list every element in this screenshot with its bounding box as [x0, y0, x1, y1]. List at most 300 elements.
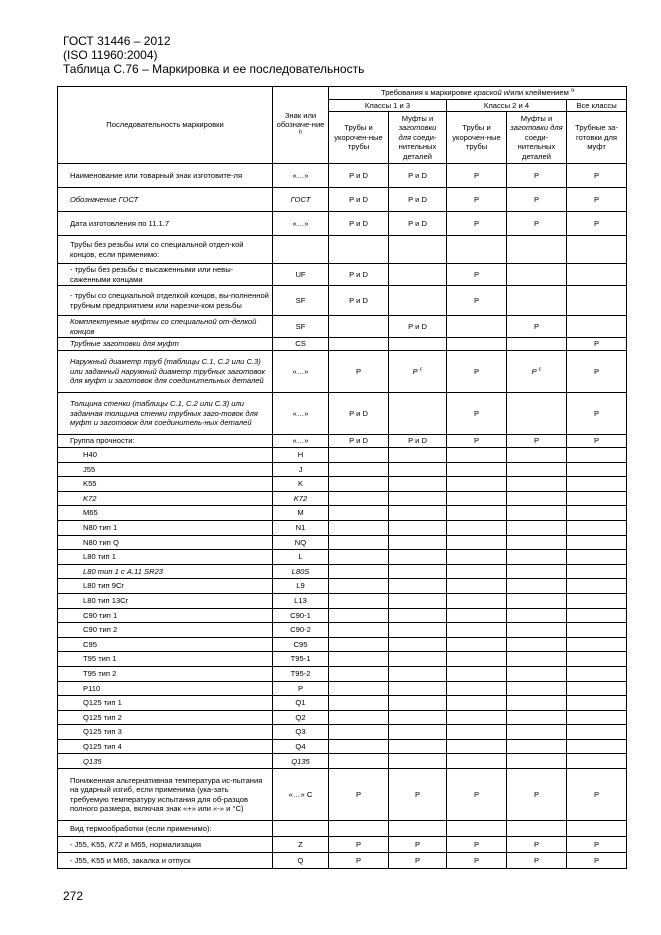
cell: [507, 448, 567, 463]
cell: [389, 286, 447, 316]
cell: [329, 338, 389, 351]
cell: [447, 535, 507, 550]
cell: P и D: [389, 435, 447, 448]
row-label: - J55, K55, K72 и M65, нормализация: [58, 837, 273, 853]
grade-row: [58, 506, 627, 521]
cell: [567, 666, 627, 681]
row-label: - J55, K55 и M65, закалка и отпуск: [58, 853, 273, 869]
grade-name: M65: [58, 506, 273, 521]
grade-sign: T95-2: [273, 666, 329, 681]
cell: [447, 448, 507, 463]
cell: [507, 821, 567, 837]
table-row: [58, 338, 627, 351]
cell: [389, 696, 447, 711]
cell: P: [507, 853, 567, 869]
grade-name: Q125 тип 3: [58, 725, 273, 740]
cell: [389, 666, 447, 681]
grade-name: C90 тип 1: [58, 608, 273, 623]
cell: [389, 710, 447, 725]
cell: [507, 696, 567, 711]
cell: [389, 264, 447, 286]
grade-row: [58, 520, 627, 535]
col-header-sign: Знак или обозначе-ние $^b$: [273, 87, 329, 164]
row-sign: «…» С: [273, 769, 329, 821]
table-row: [58, 769, 627, 821]
cell: P и D: [389, 164, 447, 188]
grade-row: [58, 681, 627, 696]
cell: [567, 448, 627, 463]
cell: [389, 652, 447, 667]
cell: [329, 448, 389, 463]
cell: P: [507, 164, 567, 188]
grade-sign: C95: [273, 637, 329, 652]
cell: [389, 681, 447, 696]
row-sign: «…»: [273, 435, 329, 448]
cell: [507, 725, 567, 740]
cell: [447, 681, 507, 696]
cell: [507, 264, 567, 286]
cell: [507, 710, 567, 725]
cell: P: [447, 393, 507, 435]
cell: [389, 739, 447, 754]
cell: [507, 477, 567, 492]
cell: P $^c$: [507, 351, 567, 393]
table-title: Таблица С.76 – Маркировка и ее последовательность: [63, 62, 365, 76]
table-row: [58, 316, 627, 338]
grade-row: [58, 579, 627, 594]
table-row: [58, 837, 627, 853]
cell: [389, 491, 447, 506]
grade-sign: M: [273, 506, 329, 521]
grade-row: [58, 637, 627, 652]
cell: P: [389, 853, 447, 869]
col-header-all-classes: Все классы: [567, 99, 627, 112]
table-row: [58, 351, 627, 393]
cell: [389, 637, 447, 652]
cell: [447, 338, 507, 351]
grade-name: N80 тип 1: [58, 520, 273, 535]
row-label: - трубы со специальной отделкой концов, вы-полненной трубным предприятием или нарезчи-ком резьбы: [58, 286, 273, 316]
cell: [567, 821, 627, 837]
grade-row: [58, 710, 627, 725]
grade-sign: Q135: [273, 754, 329, 769]
cell: P: [567, 212, 627, 236]
cell: [507, 564, 567, 579]
cell: [447, 550, 507, 565]
grade-row: [58, 462, 627, 477]
cell: P и D: [329, 188, 389, 212]
cell: P: [507, 188, 567, 212]
cell: [507, 236, 567, 264]
cell: [507, 491, 567, 506]
cell: [447, 652, 507, 667]
cell: [567, 491, 627, 506]
grade-row: [58, 754, 627, 769]
grade-sign: N1: [273, 520, 329, 535]
table-row: [58, 264, 627, 286]
cell: [507, 506, 567, 521]
cell: [273, 821, 329, 837]
grade-name: L80 тип 13Cr: [58, 593, 273, 608]
cell: [507, 462, 567, 477]
cell: [329, 593, 389, 608]
grade-sign: L: [273, 550, 329, 565]
row-label: Дата изготовления по 11.1.7: [58, 212, 273, 236]
grade-sign: Q2: [273, 710, 329, 725]
grade-name: C95: [58, 637, 273, 652]
cell: P: [507, 435, 567, 448]
cell: [507, 754, 567, 769]
cell: [447, 593, 507, 608]
cell: [329, 506, 389, 521]
cell: P и D: [329, 164, 389, 188]
cell: P: [447, 212, 507, 236]
grade-name: K72: [58, 491, 273, 506]
cell: [329, 491, 389, 506]
grade-sign: P: [273, 681, 329, 696]
cell: P: [447, 837, 507, 853]
subheader-couplings-13: Муфты и заготовки для соеди-нительных деталей: [389, 112, 447, 164]
cell: [447, 710, 507, 725]
row-sign: CS: [273, 338, 329, 351]
cell: [447, 564, 507, 579]
cell: P: [567, 853, 627, 869]
row-label: Трубные заготовки для муфт: [58, 338, 273, 351]
cell: [329, 623, 389, 638]
cell: [329, 236, 389, 264]
subheader-pipes-24: Трубы и укорочен-ные трубы: [447, 112, 507, 164]
cell: [447, 696, 507, 711]
cell: [389, 564, 447, 579]
cell: [389, 338, 447, 351]
grade-sign: C90-1: [273, 608, 329, 623]
grade-sign: L80S: [273, 564, 329, 579]
cell: P и D: [329, 435, 389, 448]
cell: [447, 491, 507, 506]
cell: [329, 608, 389, 623]
cell: [567, 739, 627, 754]
cell: P: [507, 837, 567, 853]
cell: [567, 506, 627, 521]
grade-row: [58, 696, 627, 711]
grade-row: [58, 666, 627, 681]
cell: P $^c$: [389, 351, 447, 393]
grade-name: C90 тип 2: [58, 623, 273, 638]
cell: [389, 462, 447, 477]
cell: [507, 623, 567, 638]
cell: [389, 608, 447, 623]
col-header-requirements: Требования к маркировке краской и/или клеймением $^a$: [329, 87, 627, 100]
cell: [507, 550, 567, 565]
grade-name: L80 тип 1: [58, 550, 273, 565]
grade-sign: Q3: [273, 725, 329, 740]
grade-row: [58, 535, 627, 550]
grade-name: T95 тип 1: [58, 652, 273, 667]
cell: P: [447, 264, 507, 286]
cell: [389, 477, 447, 492]
cell: [567, 754, 627, 769]
cell: [447, 637, 507, 652]
cell: [567, 236, 627, 264]
marking-table: [57, 86, 627, 869]
cell: [567, 608, 627, 623]
grade-row: [58, 477, 627, 492]
header-row-1: [58, 87, 627, 100]
grade-name: Q125 тип 2: [58, 710, 273, 725]
grade-sign: K72: [273, 491, 329, 506]
cell: [567, 652, 627, 667]
cell: P: [447, 188, 507, 212]
table-row: [58, 393, 627, 435]
cell: [447, 608, 507, 623]
grade-row: [58, 448, 627, 463]
cell: P: [447, 769, 507, 821]
cell: [567, 520, 627, 535]
cell: [447, 236, 507, 264]
cell: [329, 821, 389, 837]
grade-sign: Q4: [273, 739, 329, 754]
subheader-pipes-13: Трубы и укорочен-ные трубы: [329, 112, 389, 164]
grade-sign: J: [273, 462, 329, 477]
cell: P: [567, 188, 627, 212]
grade-name: Q125 тип 4: [58, 739, 273, 754]
cell: [389, 236, 447, 264]
cell: [507, 652, 567, 667]
grade-name: J55: [58, 462, 273, 477]
cell: [389, 506, 447, 521]
table-row: [58, 164, 627, 188]
cell: [507, 739, 567, 754]
cell: [389, 821, 447, 837]
cell: [447, 520, 507, 535]
page-number: 272: [63, 889, 84, 903]
cell: P: [507, 769, 567, 821]
cell: [329, 564, 389, 579]
cell: [389, 725, 447, 740]
cell: [507, 393, 567, 435]
row-label: Наименование или товарный знак изготовите-ля: [58, 164, 273, 188]
cell: [447, 579, 507, 594]
cell: P: [567, 164, 627, 188]
grade-row: [58, 564, 627, 579]
cell: [567, 637, 627, 652]
cell: P: [447, 286, 507, 316]
cell: P: [507, 212, 567, 236]
row-sign: SF: [273, 286, 329, 316]
cell: [567, 564, 627, 579]
cell: [329, 681, 389, 696]
cell: [507, 535, 567, 550]
cell: [389, 448, 447, 463]
cell: [447, 666, 507, 681]
cell: [567, 696, 627, 711]
cell: [329, 637, 389, 652]
cell: P: [447, 853, 507, 869]
cell: P: [329, 769, 389, 821]
cell: P: [389, 837, 447, 853]
cell: [329, 754, 389, 769]
grade-sign: NQ: [273, 535, 329, 550]
row-sign: ГОСТ: [273, 188, 329, 212]
cell: P: [447, 164, 507, 188]
cell: [567, 477, 627, 492]
cell: P и D: [389, 212, 447, 236]
cell: [329, 739, 389, 754]
cell: P: [567, 769, 627, 821]
row-sign: Q: [273, 853, 329, 869]
cell: [507, 637, 567, 652]
grade-row: [58, 593, 627, 608]
standard-number: ГОСТ 31446 – 2012: [63, 34, 171, 48]
row-sign: «…»: [273, 212, 329, 236]
grade-row: [58, 623, 627, 638]
grade-sign: L13: [273, 593, 329, 608]
cell: [447, 506, 507, 521]
cell: [447, 623, 507, 638]
cell: [507, 338, 567, 351]
cell: [507, 520, 567, 535]
cell: [389, 579, 447, 594]
cell: P: [329, 351, 389, 393]
grade-name: Q125 тип 1: [58, 696, 273, 711]
row-sign: «…»: [273, 351, 329, 393]
cell: [447, 821, 507, 837]
cell: P и D: [389, 316, 447, 338]
cell: [567, 593, 627, 608]
cell: [567, 316, 627, 338]
cell: [389, 550, 447, 565]
cell: P: [389, 769, 447, 821]
cell: [329, 579, 389, 594]
cell: [567, 286, 627, 316]
cell: [507, 608, 567, 623]
subheader-couplings-24: Муфты и заготовки для соеди-нительных деталей: [507, 112, 567, 164]
table-row: [58, 821, 627, 837]
grade-sign: L9: [273, 579, 329, 594]
cell: P и D: [329, 212, 389, 236]
cell: P: [447, 351, 507, 393]
table-row: [58, 212, 627, 236]
cell: [567, 579, 627, 594]
cell: P и D: [329, 393, 389, 435]
table-row: [58, 435, 627, 448]
cell: [507, 579, 567, 594]
cell: [507, 666, 567, 681]
cell: P и D: [329, 286, 389, 316]
cell: [567, 710, 627, 725]
cell: [329, 316, 389, 338]
row-label: Комплектуемые муфты со специальной от-делкой концов: [58, 316, 273, 338]
row-sign: SF: [273, 316, 329, 338]
grade-name: L80 тип 9Cr: [58, 579, 273, 594]
cell: [447, 725, 507, 740]
cell: P: [507, 316, 567, 338]
table-row: [58, 853, 627, 869]
cell: [329, 462, 389, 477]
subheader-coupling-stock: Трубные за-готовки для муфт: [567, 112, 627, 164]
cell: [567, 725, 627, 740]
iso-reference: (ISO 11960:2004): [63, 48, 158, 62]
cell: [389, 520, 447, 535]
cell: [567, 623, 627, 638]
cell: [329, 477, 389, 492]
cell: P и D: [329, 264, 389, 286]
table-row: [58, 188, 627, 212]
cell: [447, 462, 507, 477]
row-sign: «…»: [273, 393, 329, 435]
cell: [329, 652, 389, 667]
row-label: Группа прочности:: [58, 435, 273, 448]
grade-row: [58, 550, 627, 565]
row-sign: Z: [273, 837, 329, 853]
cell: P: [567, 393, 627, 435]
cell: [389, 593, 447, 608]
col-header-class13: Классы 1 и 3: [329, 99, 447, 112]
row-label: Вид термообработки (если применимо):: [58, 821, 273, 837]
row-label: Пониженная альтернативная температура ис-пытания на ударный изгиб, если применима (ука-зать требуемую температуру испытания для об-разцов полного размера, включая знак «+» или «-» и °С): [58, 769, 273, 821]
table-row: [58, 236, 627, 264]
grade-row: [58, 652, 627, 667]
col-header-class24: Классы 2 и 4: [447, 99, 567, 112]
cell: [567, 681, 627, 696]
cell: [447, 754, 507, 769]
cell: [447, 316, 507, 338]
grade-sign: T95-1: [273, 652, 329, 667]
cell: [567, 264, 627, 286]
cell: P: [567, 351, 627, 393]
cell: [389, 754, 447, 769]
cell: P: [329, 853, 389, 869]
row-label: Обозначение ГОСТ: [58, 188, 273, 212]
grade-sign: C90-2: [273, 623, 329, 638]
grade-name: P110: [58, 681, 273, 696]
grade-name: K55: [58, 477, 273, 492]
cell: [507, 593, 567, 608]
cell: P: [329, 837, 389, 853]
table-row: [58, 286, 627, 316]
cell: [507, 681, 567, 696]
grade-sign: K: [273, 477, 329, 492]
cell: [389, 623, 447, 638]
grade-sign: H: [273, 448, 329, 463]
grade-name: T95 тип 2: [58, 666, 273, 681]
grade-row: [58, 725, 627, 740]
cell: [447, 477, 507, 492]
cell: [329, 725, 389, 740]
cell: P: [567, 435, 627, 448]
grade-name: H40: [58, 448, 273, 463]
cell: [389, 393, 447, 435]
row-sign: «…»: [273, 164, 329, 188]
cell: [567, 462, 627, 477]
grade-name: Q135: [58, 754, 273, 769]
cell: P: [447, 435, 507, 448]
cell: P и D: [389, 188, 447, 212]
grade-name: L80 тип 1 с А.11 SR23: [58, 564, 273, 579]
row-sign: UF: [273, 264, 329, 286]
grade-row: [58, 491, 627, 506]
cell: [329, 696, 389, 711]
cell: [329, 535, 389, 550]
cell: [389, 535, 447, 550]
cell: [507, 286, 567, 316]
cell: [329, 666, 389, 681]
cell: P: [567, 338, 627, 351]
grade-name: N80 тип Q: [58, 535, 273, 550]
cell: [329, 520, 389, 535]
row-label: Наружный диаметр труб (таблицы С.1, С.2 или С.3) или заданный наружный диаметр трубных заготовок для муфт и заготовок для соединительных деталей: [58, 351, 273, 393]
col-header-sequence: Последовательность маркировки: [58, 87, 273, 164]
